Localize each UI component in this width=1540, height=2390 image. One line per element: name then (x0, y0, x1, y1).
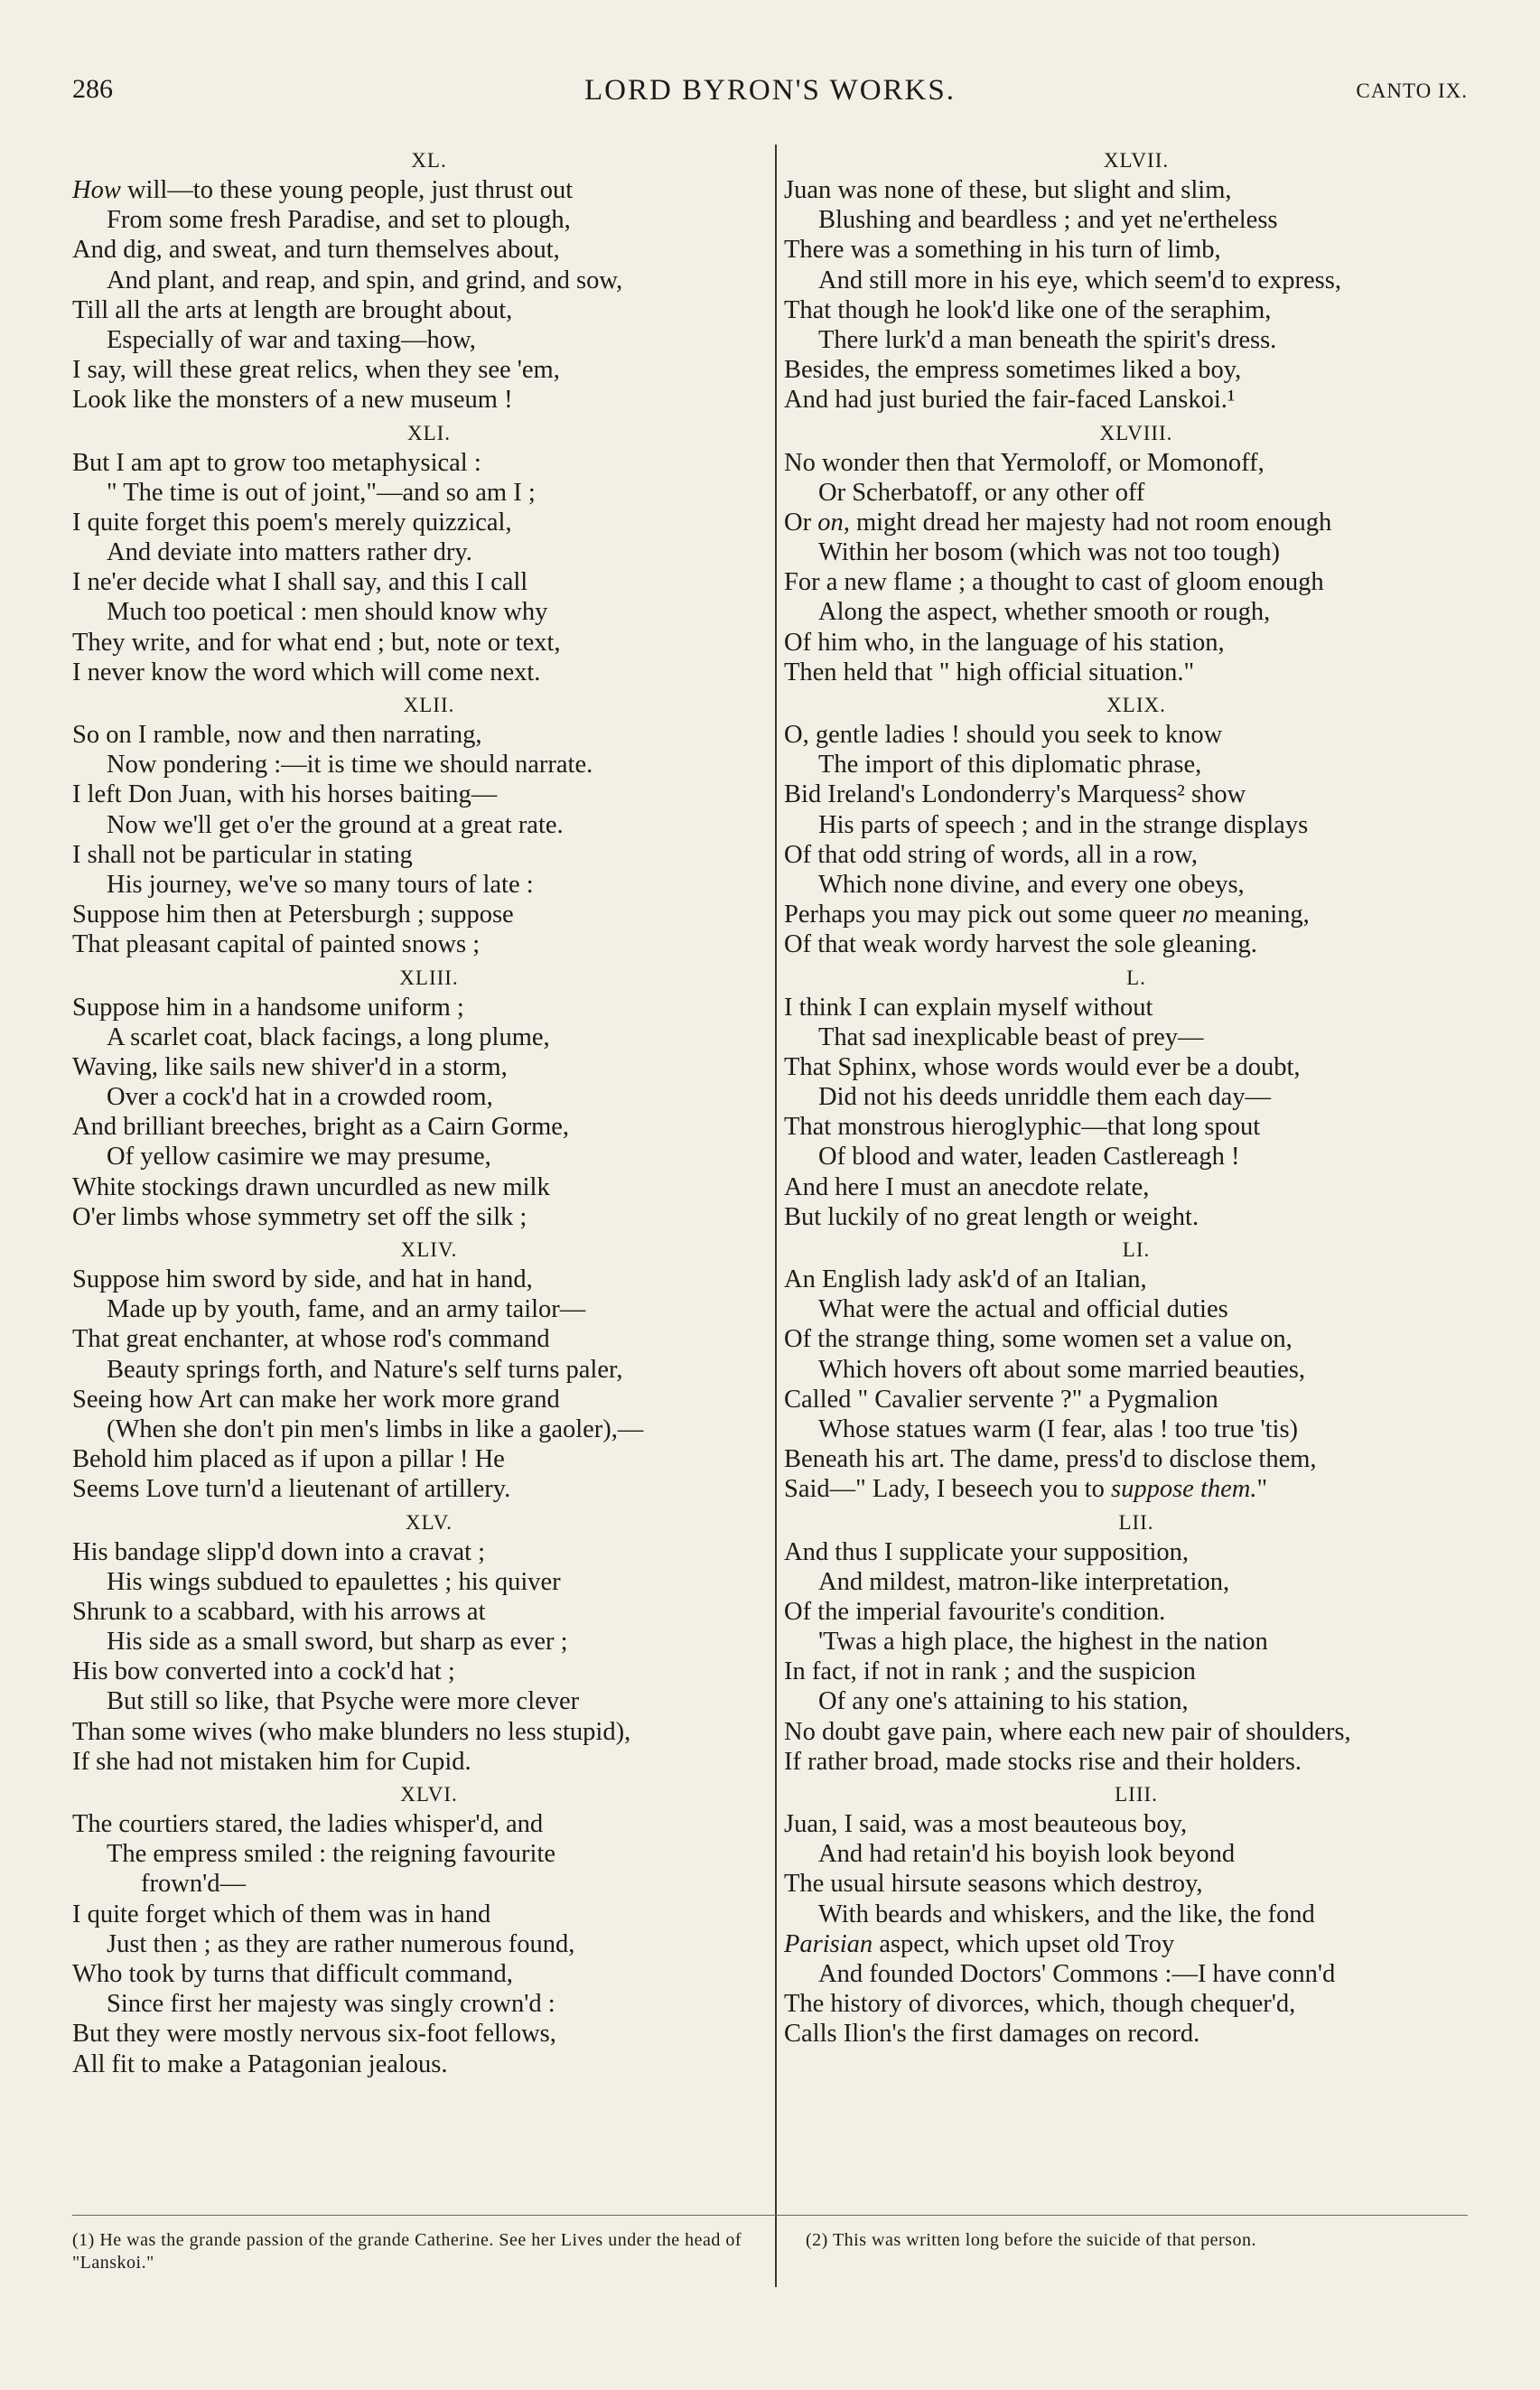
verse-line: The usual hirsute seasons which destroy, (784, 1870, 1203, 1899)
verse-line: If she had not mistaken him for Cupid. (72, 1747, 471, 1776)
verse-line: Beneath his art. The dame, press'd to disclose them, (784, 1445, 1317, 1474)
stanza-number: XL. (411, 149, 447, 172)
stanza-number: LII. (1118, 1510, 1154, 1534)
verse-line: So on I ramble, now and then narrating, (72, 721, 482, 749)
verse-line: Within her bosom (which was not too tough) (818, 538, 1280, 567)
stanza (72, 1780, 786, 2079)
stanza (784, 1508, 1489, 1778)
verse-line: A scarlet coat, black facings, a long plume, (107, 1022, 550, 1051)
verse-line: 'Twas a high place, the highest in the nation (818, 1628, 1268, 1657)
verse-line: Called " Cavalier servente ?" a Pygmalion (784, 1385, 1218, 1414)
verse-line: Of the imperial favourite's condition. (784, 1597, 1166, 1626)
verse-line: But still so like, that Psyche were more clever (107, 1687, 580, 1716)
stanza-number: XLIII. (399, 966, 459, 989)
verse-line: Of yellow casimire we may presume, (107, 1143, 491, 1172)
verse-line: Of the strange thing, some women set a value on, (784, 1325, 1293, 1354)
verse-line: That though he look'd like one of the seraphim, (784, 295, 1272, 324)
verse-line: Behold him placed as if upon a pillar ! He (72, 1445, 505, 1474)
verse-line: And deviate into matters rather dry. (107, 538, 472, 567)
verse-line: But they were mostly nervous six-foot fellows, (72, 2020, 556, 2049)
canto-label: CANTO IX. (1356, 79, 1468, 102)
verse-line: And had retain'd his boyish look beyond (818, 1840, 1236, 1869)
verse-line: I quite forget which of them was in hand (72, 1900, 491, 1928)
verse-line: Than some wives (who make blunders no less stupid), (72, 1717, 631, 1746)
verse-line: And dig, and sweat, and turn themselves about, (72, 236, 560, 265)
footnote-rule (72, 2215, 1468, 2216)
verse-line: And founded Doctors' Commons :—I have conn'd (818, 1959, 1336, 1988)
verse-line: Which none divine, and every one obeys, (818, 870, 1245, 899)
verse-line: Of him who, in the language of his station, (784, 628, 1225, 657)
verse-line: Whose statues warm (I fear, alas ! too true 'tis) (818, 1414, 1299, 1443)
verse-line: I ne'er decide what I shall say, and this I call (72, 568, 528, 597)
verse-line: White stockings drawn uncurdled as new milk (72, 1172, 550, 1201)
stanza-number: XLII. (403, 694, 455, 716)
stanza (72, 146, 786, 415)
stanza-number: LIII. (1115, 1783, 1158, 1806)
verse-line: Or Scherbatoff, or any other off (818, 478, 1145, 507)
verse-line: And here I must an anecdote relate, (784, 1172, 1150, 1201)
verse-line: That sad inexplicable beast of prey— (818, 1022, 1204, 1051)
verse-line: Which hovers oft about some married beauties, (818, 1355, 1305, 1384)
verse-line: Blushing and beardless ; and yet ne'ertheless (818, 206, 1278, 235)
verse-line: His side as a small sword, but sharp as ever ; (107, 1628, 568, 1657)
verse-line: (When she don't pin men's limbs in like a gaoler),— (107, 1414, 644, 1443)
stanza-number: XLI. (406, 421, 452, 444)
verse-line: Shrunk to a scabbard, with his arrows at (72, 1597, 486, 1626)
verse-line: Suppose him sword by side, and hat in hand, (72, 1265, 533, 1293)
verse-line: They write, and for what end ; but, note or text, (72, 628, 561, 657)
verse-line: And still more in his eye, which seem'd to express, (818, 266, 1341, 294)
verse-line: Of blood and water, leaden Castlereagh ! (818, 1143, 1240, 1172)
verse-line: An English lady ask'd of an Italian, (784, 1265, 1147, 1293)
verse-line: Calls Ilion's the first damages on record. (784, 2020, 1200, 2049)
stanza-number: XLVIII. (1099, 421, 1173, 444)
column-divider (775, 145, 777, 2287)
verse-line: Of that odd string of words, all in a row, (784, 840, 1199, 869)
verse-line: O'er limbs whose symmetry set off the silk ; (72, 1202, 527, 1231)
stanza-number: XLIX. (1106, 694, 1166, 716)
verse-line: Seeing how Art can make her work more grand (72, 1385, 560, 1414)
stanza (784, 691, 1489, 960)
verse-line: O, gentle ladies ! should you seek to know (784, 721, 1223, 749)
footnote-2: (2) This was written long before the suicide of that person. (806, 2230, 1256, 2250)
verse-line: And plant, and reap, and spin, and grind, and sow, (107, 266, 623, 294)
verse-line: Perhaps you may pick out some queer no meaning, (784, 901, 1310, 929)
running-title: LORD BYRON'S WORKS. (584, 74, 956, 107)
verse-line: Of that weak wordy harvest the sole gleaning. (784, 930, 1257, 959)
verse-line: In fact, if not in rank ; and the suspicion (784, 1657, 1196, 1686)
verse-line: Especially of war and taxing—how, (107, 325, 476, 354)
right-column (784, 146, 1489, 2053)
verse-line: How will—to these young people, just thrust out (72, 176, 574, 204)
verse-line: Waving, like sails new shiver'd in a storm, (72, 1052, 508, 1081)
verse-line: His parts of speech ; and in the strange displays (818, 810, 1309, 839)
verse-line: That pleasant capital of painted snows ; (72, 930, 481, 959)
verse-line: Then held that " high official situation." (784, 658, 1195, 686)
verse-line: With beards and whiskers, and the like, the fond (818, 1900, 1315, 1928)
verse-line: There lurk'd a man beneath the spirit's dress. (818, 325, 1277, 354)
verse-line: Of any one's attaining to his station, (818, 1687, 1189, 1716)
verse-line: I shall not be particular in stating (72, 840, 413, 869)
stanza (784, 1236, 1489, 1505)
verse-line: The empress smiled : the reigning favourite (107, 1840, 556, 1869)
footnote-1: (1) He was the grande passion of the grande Catherine. See her Lives under the head of "Lanskoi." (72, 2230, 742, 2273)
verse-line: Now pondering :—it is time we should narrate. (107, 751, 593, 780)
stanza (784, 1780, 1489, 2049)
verse-line: No doubt gave pain, where each new pair of shoulders, (784, 1717, 1351, 1746)
verse-line: Parisian aspect, which upset old Troy (784, 1929, 1175, 1958)
verse-line: That great enchanter, at whose rod's command (72, 1325, 550, 1354)
verse-line: But I am apt to grow too metaphysical : (72, 448, 481, 477)
verse-line: I say, will these great relics, when they see 'em, (72, 356, 560, 385)
stanza-number: LI. (1122, 1238, 1151, 1261)
verse-line: I left Don Juan, with his horses baiting— (72, 780, 498, 809)
verse-line: And mildest, matron-like interpretation, (818, 1567, 1230, 1596)
verse-line: What were the actual and official duties (818, 1295, 1228, 1324)
verse-line: For a new flame ; a thought to cast of gloom enough (784, 568, 1324, 597)
verse-line: Said—" Lady, I beseech you to suppose them." (784, 1475, 1268, 1504)
stanza-number: XLIV. (400, 1238, 458, 1261)
verse-line: frown'd— (141, 1870, 246, 1899)
verse-line: His wings subdued to epaulettes ; his quiver (107, 1567, 561, 1596)
verse-line: Bid Ireland's Londonderry's Marquess² show (784, 780, 1246, 809)
verse-line: Beauty springs forth, and Nature's self turns paler, (107, 1355, 623, 1384)
verse-line: I quite forget this poem's merely quizzical, (72, 508, 512, 537)
stanza (72, 419, 786, 688)
stanza (72, 1236, 786, 1505)
verse-line: His bow converted into a cock'd hat ; (72, 1657, 455, 1686)
verse-line: But luckily of no great length or weight. (784, 1202, 1199, 1231)
verse-line: The import of this diplomatic phrase, (818, 751, 1202, 780)
stanza (784, 964, 1489, 1233)
verse-line: And brilliant breeches, bright as a Cairn Gorme, (72, 1113, 570, 1142)
verse-line: Now we'll get o'er the ground at a great rate. (107, 810, 564, 839)
stanza-number: XLV. (406, 1510, 453, 1534)
verse-line: Since first her majesty was singly crown'd : (107, 1990, 555, 2019)
page-number: 286 (72, 74, 113, 104)
verse-line: Did not his deeds unriddle them each day— (818, 1083, 1272, 1112)
verse-line: The history of divorces, which, though chequer'd, (784, 1990, 1296, 2019)
verse-line: There was a something in his turn of limb, (784, 236, 1221, 265)
verse-line: Till all the arts at length are brought about, (72, 295, 513, 324)
verse-line: " The time is out of joint,"—and so am I ; (107, 478, 536, 507)
verse-line: Just then ; as they are rather numerous found, (107, 1929, 575, 1958)
verse-line: His bandage slipp'd down into a cravat ; (72, 1537, 486, 1566)
verse-line: The courtiers stared, the ladies whisper'd, and (72, 1810, 544, 1838)
verse-line: Who took by turns that difficult command, (72, 1959, 513, 1988)
stanza (72, 1508, 786, 1778)
verse-line: Or on, might dread her majesty had not room enough (784, 508, 1332, 537)
stanza-number: XLVI. (400, 1783, 458, 1806)
verse-line: Along the aspect, whether smooth or rough, (818, 598, 1271, 627)
stanza (784, 146, 1489, 415)
stanza-number: L. (1126, 966, 1146, 989)
verse-line: Made up by youth, fame, and an army tailor— (107, 1295, 586, 1324)
verse-line: That Sphinx, whose words would ever be a doubt, (784, 1052, 1301, 1081)
verse-line: That monstrous hieroglyphic—that long spout (784, 1113, 1261, 1142)
verse-line: Suppose him in a handsome uniform ; (72, 993, 464, 1022)
verse-line: Juan, I said, was a most beauteous boy, (784, 1810, 1188, 1838)
left-column (72, 146, 786, 2083)
verse-line: Much too poetical : men should know why (107, 598, 548, 627)
stanza (72, 691, 786, 960)
verse-line: And had just buried the fair-faced Lanskoi.¹ (784, 386, 1236, 415)
verse-line: All fit to make a Patagonian jealous. (72, 2049, 448, 2078)
verse-line: No wonder then that Yermoloff, or Momonoff, (784, 448, 1265, 477)
verse-line: From some fresh Paradise, and set to plough, (107, 206, 571, 235)
verse-line: Seems Love turn'd a lieutenant of artillery. (72, 1475, 511, 1504)
verse-line: Look like the monsters of a new museum ! (72, 386, 513, 415)
verse-line: His journey, we've so many tours of late : (107, 870, 534, 899)
verse-line: I never know the word which will come next. (72, 658, 541, 686)
stanza-number: XLVII. (1103, 149, 1170, 172)
stanza (72, 964, 786, 1233)
verse-line: If rather broad, made stocks rise and their holders. (784, 1747, 1302, 1776)
verse-line: Besides, the empress sometimes liked a boy, (784, 356, 1242, 385)
verse-line: Suppose him then at Petersburgh ; suppose (72, 901, 514, 929)
page-header (72, 74, 1468, 119)
verse-line: I think I can explain myself without (784, 993, 1153, 1022)
verse-line: Juan was none of these, but slight and slim, (784, 176, 1232, 204)
verse-line: And thus I supplicate your supposition, (784, 1537, 1190, 1566)
verse-line: Over a cock'd hat in a crowded room, (107, 1083, 493, 1112)
stanza (784, 419, 1489, 688)
